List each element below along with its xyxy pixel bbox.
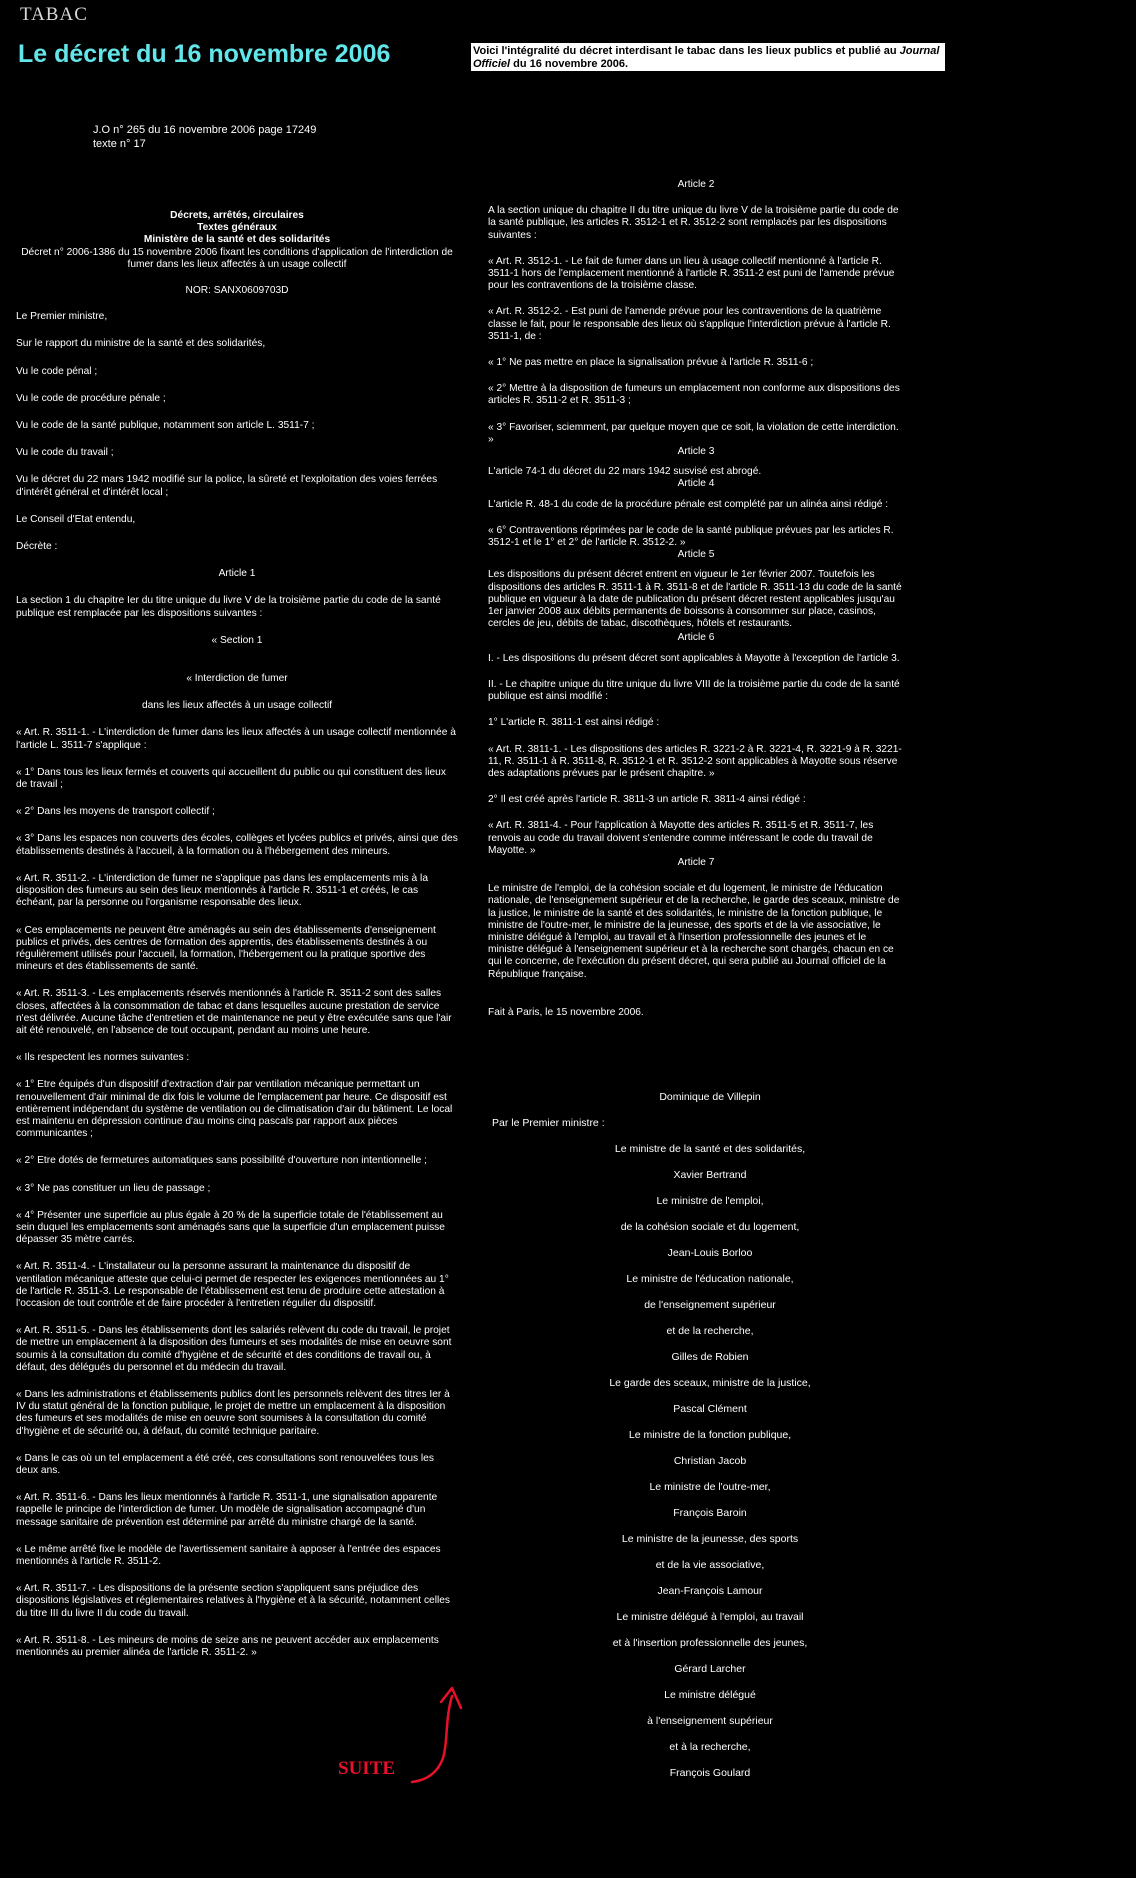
right-column xyxy=(488,179,904,1019)
paragraph: L'article 74-1 du décret du 22 mars 1942 susvisé est abrogé. xyxy=(488,466,762,478)
intro-text-1: Voici l'intégralité du décret interdisant le tabac dans les lieux publics et publié au xyxy=(473,45,900,57)
paragraph: « 2° Etre dotés de fermetures automatiques sans possibilité d'ouverture non intentionnelle ; xyxy=(16,1155,427,1167)
site-tag: TABAC xyxy=(20,4,88,25)
paragraph: « 1° Dans tous les lieux fermés et couverts qui accueillent du public ou qui constituent des lieux de travail ; xyxy=(16,766,446,791)
paragraph: « 6° Contraventions réprimées par le code de la santé publique prévues par les articles R. 3512-1 et le 1° et 2° de l'article R. 3512-2. » xyxy=(488,524,894,549)
signature-line: Le ministre délégué à l'emploi, au travail xyxy=(616,1611,804,1623)
nor-reference: NOR: SANX0609703D xyxy=(185,285,289,297)
paragraph: A la section unique du chapitre II du titre unique du livre V de la troisième partie du code de la santé publique, les articles R. 3512-1 et R. 3512-2 sont remplacés par les dispositions suivantes : xyxy=(488,205,899,241)
paragraph: I. - Les dispositions du présent décret sont applicables à Mayotte à l'exception de l'article 3. xyxy=(488,652,900,664)
article-heading: Article 2 xyxy=(677,179,715,190)
article-heading: Article 5 xyxy=(677,549,715,561)
paragraph: « Art. R. 3511-1. - L'interdiction de fumer dans les lieux affectés à un usage collectif mentionnée à l'article L. 3511-7 s'applique : xyxy=(16,727,456,751)
section-title: « Interdiction de fumer xyxy=(186,673,288,685)
paragraph: Les dispositions du présent décret entrent en vigueur le 1er février 2007. Toutefois les dispositions des articles R. 3511-1 à R. 3511-8 et de l'article R. 3511-13 du code de la santé publique en vigueur à la date de publication du présent décret restent applicables jusqu'au 1er janvier 2008 aux débits permanents de boissons à consommer sur place, casinos, cercles de jeu, débits de tabac, discothèques, hôtels et restaurants. xyxy=(488,569,902,630)
paragraph: « Art. R. 3511-7. - Les dispositions de la présente section s'appliquent sans préjudice des dispositions législatives et réglementaires relatives à l'hygiène et à la sécurité, notamment celles du titre III du livre II du code du travail. xyxy=(16,1583,450,1619)
paragraph: « Ces emplacements ne peuvent être aménagés au sein des établissements d'enseignement publics et privés, des centres de formation des apprentis, des établissements destinés à ou régulièrement utilisés pour l'accueil, la formation, l'hébergement ou la pratique sportive des mineurs et des établissements de santé. xyxy=(16,924,436,973)
paragraph: Vu le code de la santé publique, notamment son article L. 3511-7 ; xyxy=(16,420,315,432)
paragraph: Vu le code du travail ; xyxy=(16,447,114,459)
signature-line: Le ministre de l'éducation nationale, xyxy=(626,1273,794,1285)
signature-line: Pascal Clément xyxy=(673,1403,747,1415)
left-column xyxy=(16,210,458,1659)
signature-line: à l'enseignement supérieur xyxy=(647,1715,773,1727)
paragraph: « 1° Etre équipés d'un dispositif d'extraction d'air par ventilation mécanique permettant un renouvellement d'air minimal de dix fois le volume de l'emplacement par heure. Ce dispositif est entièrement indépendant du système de ventilation ou de climatisation d'air du bâtiment. Le local est maintenu en dépression continue d'au moins cinq pascals par rapport aux pièces communicantes ; xyxy=(16,1079,453,1140)
signature-line: et de la recherche, xyxy=(666,1325,754,1337)
paragraph: « Art. R. 3511-8. - Les mineurs de moins de seize ans ne peuvent accéder aux emplacements mentionnés au premier alinéa de l'article R. 3511-2. » xyxy=(16,1634,439,1659)
paragraph: « 3° Ne pas constituer un lieu de passage ; xyxy=(16,1182,211,1194)
paragraph: II. - Le chapitre unique du titre unique du livre VIII de la troisième partie du code de la santé publique est ainsi modifié : xyxy=(488,678,900,703)
section-title: dans les lieux affectés à un usage collectif xyxy=(141,700,333,712)
paragraph: Le Conseil d'Etat entendu, xyxy=(16,513,136,525)
signature-line: Gérard Larcher xyxy=(674,1663,746,1675)
paragraph: « Art. R. 3811-4. - Pour l'application à Mayotte des articles R. 3511-5 et R. 3511-7, les renvois au code du travail doivent s'entendre comme intéressant le code du travail de Mayotte. » xyxy=(488,820,874,856)
paragraph: 1° L'article R. 3811-1 est ainsi rédigé : xyxy=(488,717,660,729)
paragraph: « Art. R. 3511-6. - Dans les lieux mentionnés à l'article R. 3511-1, une signalisation apparente rappelle le principe de l'interdiction de fumer. Un modèle de signalisation accompagné d'un message sanitaire de prévention est déterminé par arrêté du ministre chargé de la santé. xyxy=(16,1492,438,1528)
signature-line: Xavier Bertrand xyxy=(673,1169,747,1181)
article-heading: Article 7 xyxy=(677,856,715,868)
signature-line: François Baroin xyxy=(673,1507,747,1519)
paragraph: « 3° Favoriser, sciemment, par quelque moyen que ce soit, la violation de cette interdiction. » xyxy=(488,421,899,445)
signature-line: Le ministre de l'emploi, xyxy=(656,1195,764,1207)
signature-line: de la cohésion sociale et du logement, xyxy=(620,1221,800,1233)
signature-line: Jean-François Lamour xyxy=(657,1585,763,1597)
paragraph: Vu le décret du 22 mars 1942 modifié sur la police, la sûreté et l'exploitation des voies ferrées d'intérêt général et d'intérêt local ; xyxy=(16,474,438,498)
paragraph: 2° Il est créé après l'article R. 3811-3 un article R. 3811-4 ainsi rédigé : xyxy=(488,794,806,806)
paragraph: « Dans les administrations et établissements publics dont les personnels relèvent des titres Ier à IV du statut général de la fonction publique, le projet de mettre un emplacement à la disposition des fumeurs et ses modalités de mise en oeuvre sont soumises à la consultation du comité d'hygiène et de sécurité ou, à défaut, du comité technique paritaire. xyxy=(16,1388,450,1437)
red-arrow-icon xyxy=(410,1680,480,1790)
paragraph: « 2° Dans les moyens de transport collectif ; xyxy=(16,806,215,818)
paragraph: « Art. R. 3511-2. - L'interdiction de fumer ne s'applique pas dans les emplacements mis à la disposition des fumeurs au sein des lieux mentionnés à l'article R. 3511-1 et créés, le cas échéant, par la personne ou l'organisme responsable des lieux. xyxy=(16,872,428,909)
paragraph: « Dans le cas où un tel emplacement a été créé, ces consultations sont renouvelées tous les deux ans. xyxy=(16,1452,434,1476)
paragraph: « Ils respectent les normes suivantes : xyxy=(16,1052,190,1064)
signature-line: de l'enseignement supérieur xyxy=(644,1299,776,1311)
heading-textes: Textes généraux xyxy=(197,222,277,234)
paragraph: « Le même arrêté fixe le modèle de l'avertissement sanitaire à apposer à l'entrée des espaces mentionnés à l'article R. 3511-2. xyxy=(16,1543,441,1568)
signature-line: et à l'insertion professionnelle des jeunes, xyxy=(612,1637,808,1649)
paragraph: « 3° Dans les espaces non couverts des écoles, collèges et lycées publics et privés, ainsi que des établissements destinés à l'accueil, à la formation ou à l'hébergement des mineurs. xyxy=(16,833,458,857)
signature-line: François Goulard xyxy=(669,1767,751,1779)
suite-link[interactable]: SUITE xyxy=(338,1758,396,1779)
signature-line: Jean-Louis Borloo xyxy=(667,1247,753,1259)
signature-line: et de la vie associative, xyxy=(655,1559,765,1571)
heading-ministere: Ministère de la santé et des solidarités xyxy=(143,234,331,246)
paragraph: Vu le code pénal ; xyxy=(16,365,98,377)
heading-decrets: Décrets, arrêtés, circulaires xyxy=(170,210,304,221)
paragraph: Le Premier ministre, xyxy=(16,311,108,323)
paragraph: « Art. R. 3511-3. - Les emplacements réservés mentionnés à l'article R. 3511-2 sont des salles closes, affectées à la consommation de tabac et dans lesquelles aucune prestation de service n'est délivrée. Aucune tâche d'entretien et de maintenance ne peut y être exécutée sans que l'air ait été renouvelé, en l'absence de tout occupant, pendant au moins une heure. xyxy=(16,988,452,1036)
signature-line: Le ministre délégué xyxy=(664,1689,756,1701)
article-heading: Article 4 xyxy=(677,478,715,490)
signature-line: Le ministre de la fonction publique, xyxy=(628,1429,792,1441)
jo-reference-line1: J.O n° 265 du 16 novembre 2006 page 17249 xyxy=(93,124,317,136)
intro-text-2: du 16 novembre 2006. xyxy=(510,58,629,70)
paragraph: L'article R. 48-1 du code de la procédure pénale est complété par un alinéa ainsi rédigé : xyxy=(488,498,889,510)
jo-reference xyxy=(93,123,316,151)
signature-line: Par le Premier ministre : xyxy=(492,1117,605,1129)
signature-line: Gilles de Robien xyxy=(671,1351,749,1363)
paragraph: « Art. R. 3512-2. - Est puni de l'amende prévue pour les contraventions de la quatrième classe le fait, pour le responsable des lieux où s'applique l'interdiction prévue à l'article R. 3511-1, de : xyxy=(488,306,891,342)
paragraph: « Art. R. 3811-1. - Les dispositions des articles R. 3221-2 à R. 3221-4, R. 3221-9 à R. 3221-11, R. 3511-1 à R. 3511-8, R. 3512-1 et R. 3512-2 sont applicables à Mayotte sous réserve des adaptations prévues par le présent chapitre. » xyxy=(488,743,902,779)
paragraph: « Art. R. 3511-4. - L'installateur ou la personne assurant la maintenance du dispositif de ventilation mécanique atteste que celui-ci permet de respecter les exigences mentionnées au 1° de l'article R. 3511-3. Le responsable de l'établissement est tenu de produire cette attestation à l'occasion de tout contrôle et de faire procéder à l'entretien régulier du dispositif. xyxy=(16,1261,449,1309)
signature-line: Le ministre de la jeunesse, des sports xyxy=(621,1533,799,1545)
signature-line: Dominique de Villepin xyxy=(659,1091,761,1103)
paragraph: « 2° Mettre à la disposition de fumeurs un emplacement non conforme aux dispositions des articles R. 3511-2 et R. 3511-3 ; xyxy=(488,383,900,407)
paragraph: Fait à Paris, le 15 novembre 2006. xyxy=(488,1006,644,1018)
intro-box xyxy=(471,43,945,71)
signature-line: Christian Jacob xyxy=(673,1455,747,1467)
signature-line: et à la recherche, xyxy=(669,1741,751,1753)
section-heading: « Section 1 xyxy=(211,634,263,646)
signature-line: Le garde des sceaux, ministre de la justice, xyxy=(609,1377,811,1389)
paragraph: Le ministre de l'emploi, de la cohésion sociale et du logement, le ministre de l'éducation nationale, de l'enseignement supérieur et de la recherche, le garde des sceaux, ministre de la justice, le ministre de la santé et des solidarités, le ministre de la fonction publique, le ministre de l'outre-mer, le ministre de la jeunesse, des sports et de la vie associative, le ministre délégué à l'emploi, au travail et à l'insertion professionnelle des jeunes et le ministre délégué à l'enseignement supérieur et à la recherche sont chargés, chacun en ce qui le concerne, de l'exécution du présent décret, qui sera publié au Journal officiel de la République française. xyxy=(488,883,900,980)
paragraph: La section 1 du chapitre Ier du titre unique du livre V de la troisième partie du code de la santé publique est remplacée par les dispositions suivantes : xyxy=(16,595,441,619)
intro-journal-officiel: Journal Officiel xyxy=(473,45,940,70)
jo-reference-line2: texte n° 17 xyxy=(93,138,146,150)
signature-line: Le ministre de la santé et des solidarités, xyxy=(614,1143,806,1155)
paragraph: « 1° Ne pas mettre en place la signalisation prévue à l'article R. 3511-6 ; xyxy=(488,357,814,369)
decree-title: Décret n° 2006-1386 du 15 novembre 2006 fixant les conditions d'application de l'interdiction de fumer dans les lieux affectés à un usage collectif xyxy=(21,246,453,270)
paragraph: Décrète : xyxy=(16,541,58,553)
paragraph: Vu le code de procédure pénale ; xyxy=(16,392,166,404)
paragraph: Sur le rapport du ministre de la santé et des solidarités, xyxy=(16,338,266,350)
page-title: Le décret du 16 novembre 2006 xyxy=(18,40,391,68)
paragraph: « Art. R. 3511-5. - Dans les établissements dont les salariés relèvent du code du travail, le projet de mettre un emplacement à la disposition des fumeurs et ses modalités de mise en oeuvre sont soumis à la consultation du comité d'hygiène et de sécurité et des conditions de travail ou, à défaut, des délégués du personnel et du médecin du travail. xyxy=(16,1325,452,1373)
paragraph: « Art. R. 3512-1. - Le fait de fumer dans un lieu à usage collectif mentionné à l'article R. 3511-1 hors de l'emplacement mentionné à l'article R. 3511-2 est puni de l'amende prévue pour les contraventions de la troisième classe. xyxy=(488,255,895,292)
article-heading: Article 1 xyxy=(218,568,256,580)
paragraph: « 4° Présenter une superficie au plus égale à 20 % de la superficie totale de l'établissement au sein duquel les emplacements sont aménagés sans que la superficie d'un emplacement puisse dépasser 35 mètre carrés. xyxy=(16,1209,445,1246)
signature-line: Le ministre de l'outre-mer, xyxy=(649,1481,771,1493)
article-heading: Article 3 xyxy=(677,446,715,458)
article-heading: Article 6 xyxy=(677,632,715,644)
